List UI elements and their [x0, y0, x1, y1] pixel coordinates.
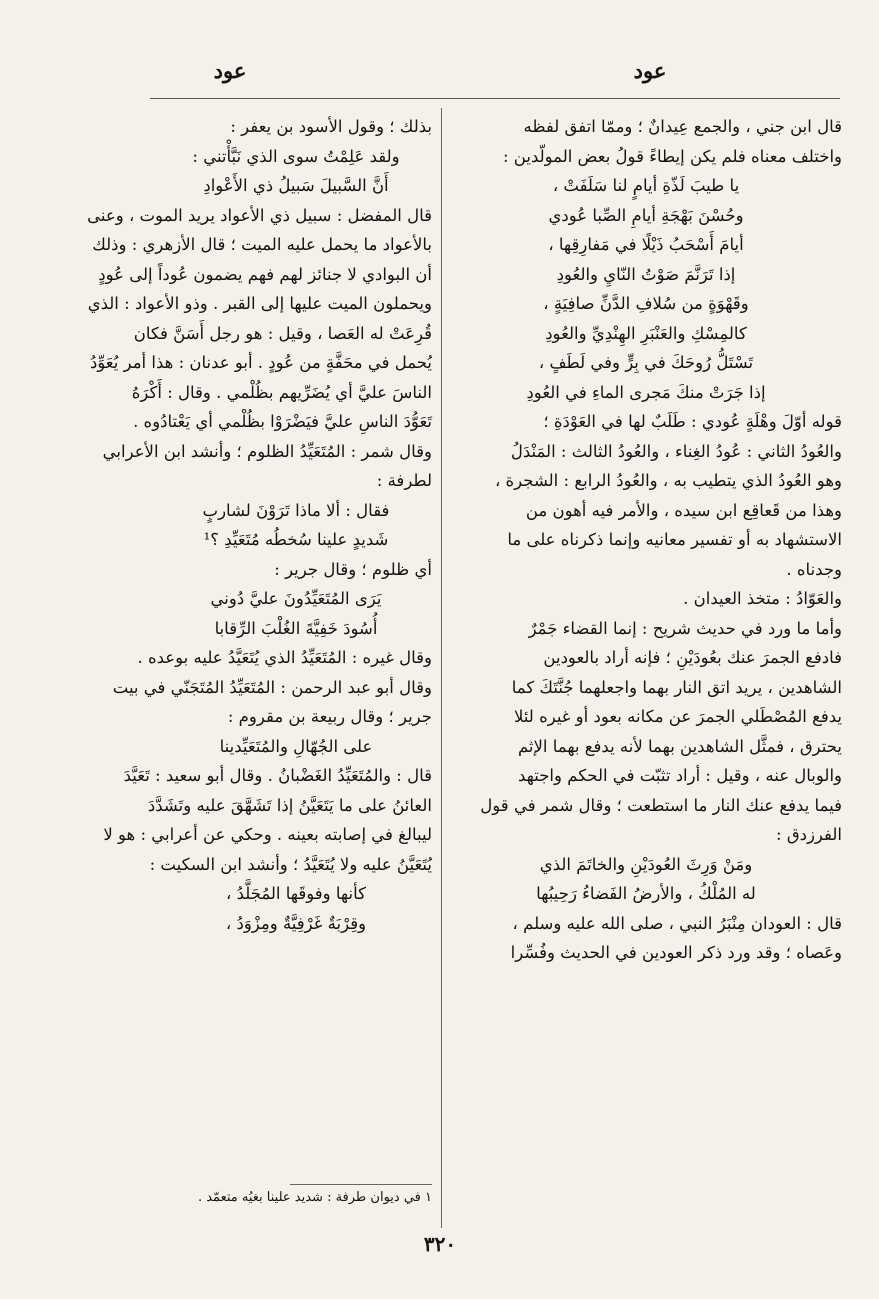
text-line: بالأعواد ما يحمل عليه الميت ؛ قال الأزهري : وذلك	[92, 235, 432, 254]
text-line: يُتَعَيَّنُ عليه ولا يُتَعَيَّدُ ؛ وأنشد ابن السكيت :	[149, 854, 432, 874]
verse-line: ومَنْ وَرِثَ العُودَيْنِ والخاتَمَ الذي	[539, 854, 753, 874]
left-column	[87, 112, 432, 938]
verse-line: يَرَى المُتَعَيِّدُونَ عليَّ دُوني	[210, 589, 382, 608]
verse-line: كالمِسْكِ والعَنْبَرِ الهِنْدِيِّ والعُودِ	[545, 323, 747, 343]
text-line: الشاهدين ، يريد اتق النار بهما واجعلهما جُنَّتَكَ كما	[511, 677, 842, 697]
text-line: قوله أوّلَ وهْلَةٍ عُودي : طَلَبٌ لها في العَوْدَةِ ؛	[543, 412, 842, 431]
text-line: الناسَ عليَّ أي يُضَرِّيهم بظُلْمي . وقال : أَكْرَهُ	[131, 382, 432, 402]
text-line: تَعَوُّدَ الناسِ عليَّ فيَضْرَوْا بظُلْمي أي يَعْتادُوه .	[133, 412, 432, 431]
text-line: ليبالغ في إصابته بعينه . وحكي عن أعرابي : هو لا	[103, 825, 432, 844]
verse-line: على الجُهّالِ والمُتَعَيِّدينا	[219, 736, 373, 756]
verse-line: ولقد عَلِمْتُ سوى الذي نَبَّأْتني :	[192, 146, 400, 166]
text-line: قال : العودان مِنْبَرُ النبي ، صلى الله عليه وسلم ،	[512, 913, 842, 933]
text-line: وهو العُودُ الذي يتطيب به ، والعُودُ الرابع : الشجرة ،	[494, 471, 842, 490]
header-rule	[150, 98, 840, 99]
text-line: الفرزدق :	[776, 825, 842, 844]
verse-line: أُسُودَ خَفِيَّةَ الغُلْبَ الرِّقابا	[214, 618, 378, 638]
verse-line: وقَهْوَةٍ من سُلافِ الدَّنِّ صافِيَةٍ ،	[543, 294, 749, 313]
header-keyword-right: عود	[633, 58, 667, 83]
text-line: وقال غيره : المُتَعَيِّدُ الذي يُتَعَيَّدُ عليه بوعده .	[137, 648, 432, 667]
text-line: قال ابن جني ، والجمع عِيدانٌ ؛ وممّا اتفق لفظه	[523, 117, 842, 136]
verse-line: إذا جَرَتْ منكَ مَجرى الماءِ في العُودِ	[526, 382, 766, 402]
text-line: قال المفضل : سبيل ذي الأعواد يريد الموت ، وعنى	[87, 205, 432, 225]
verse-line: فقال : ألا ماذا تَرَوْنَ لشاربٍ	[202, 500, 390, 520]
right-column	[450, 112, 842, 968]
text-line: أن البوادي لا جنائز لهم فهم يضمون عُوداً إلى عُودٍ	[98, 264, 432, 284]
text-line: وقال شمر : المُتَعَيِّدُ الظلوم ؛ وأنشد ابن الأعرابي	[102, 441, 432, 461]
verse-line: يا طيبَ لَذّةِ أيامٍ لنا سَلَفَتْ ،	[552, 176, 740, 195]
column-divider	[441, 108, 442, 1228]
text-line: وجدناه .	[786, 559, 842, 579]
text-line: وعَصاه ؛ وقد ورد ذكر العودين في الحديث وفُسِّرا	[510, 943, 842, 962]
text-line: بذلك ؛ وقول الأسود بن يعفر :	[230, 117, 432, 136]
text-line: جرير ؛ وقال ربيعة بن مقروم :	[227, 707, 432, 726]
text-line: يُحمل في محَفَّةٍ من عُودٍ . أبو عدنان : هذا أمر يُعَوِّدُ	[89, 353, 432, 372]
verse-line: كأنها وفوقَها المُجَلَّدُ ،	[226, 884, 366, 903]
text-line: وقال أبو عبد الرحمن : المُتَعَيِّدُ المُتَجَنّي في بيت	[112, 677, 432, 697]
verse-line: وقِرْبَةٌ غَرْفِيَّةٌ ومِزْوَدُ ،	[225, 913, 367, 933]
text-line: العائنُ على ما يَتَعَيَّنُ إذا تَشَهَّقَ عليه وتَشَدَّدَ	[147, 795, 432, 815]
verse-line: شَديدٍ علينا سُخطُه مُتَعَيِّدِ ؟¹	[203, 530, 389, 549]
verse-line: إذا تَرَنَّمَ صَوْتُ النّايِ والعُودِ	[556, 264, 736, 284]
text-line: فادفع الجمرَ عنك بعُودَيْنِ ؛ فإنه أراد بالعودين	[543, 648, 842, 667]
verse-line: له المُلْكُ ، والأرضُ الفَضاءُ رَحِيبُها	[536, 884, 756, 903]
verse-line: وحُسْنَ بَهْجَةِ أيامِ الصِّبا عُودي	[548, 205, 744, 225]
verse-line: أَنَّ السَّبيلَ سَبيلُ ذي الأَعْوادِ	[203, 176, 389, 195]
footnote-rule	[290, 1184, 432, 1185]
text-line: أي ظلوم ؛ وقال جرير :	[274, 559, 432, 579]
text-line: والعُودُ الثاني : عُودُ الغِناء ، والعُودُ الثالث : المَنْدَلُ	[510, 441, 842, 461]
text-line: يدفع المُصْطَلي الجمرَ عن مكانه بعود أو غيره لئلا	[513, 707, 842, 726]
text-line: والوبال عنه ، وقيل : أراد تثبّت في الحكم واجتهد	[517, 766, 842, 785]
verse-line: تَسْتَلُّ رُوحَكَ في بِرٍّ وفي لَطَفٍ ،	[538, 353, 754, 372]
footnote: ١ في ديوان طرفة : شديد علينا بغيُه متعمّد .	[197, 1190, 432, 1205]
text-line: وأما ما ورد في حديث شريح : إنما القضاء جَمْرٌ	[528, 618, 842, 638]
text-line: فيما يدفع عنك النار ما استطعت ؛ وقال شمر في قول	[480, 795, 842, 815]
text-line: وهذا من قَعاقِع ابن سيده ، والأمر فيه أهون من	[525, 500, 842, 520]
verse-line: أيامَ أَسْحَبُ ذَيْلًا في مَفارِقِها ،	[548, 235, 744, 254]
header-keyword-left: عود	[213, 58, 247, 83]
text-line: واختلف معناه فلم يكن إيطاءً قولُ بعض المولّدين :	[502, 146, 842, 166]
text-line: ويحملون الميت عليها إلى القبر . وذو الأعواد : الذي	[87, 294, 432, 313]
text-line: لطرفة :	[376, 471, 432, 490]
text-line: الاستشهاد به أو تفسير معانيه وإنما ذكرناه على ما	[507, 530, 842, 549]
page-number: ٣٢٠	[423, 1232, 457, 1256]
text-line: قال : والمُتَعَيِّدُ الغَضْبانُ . وقال أبو سعيد : تَعَيَّدَ	[123, 766, 432, 785]
text-line: قُرِعَتْ له العَصا ، وقيل : هو رجل أَسَنَّ فكان	[133, 323, 432, 343]
text-line: يحترق ، فمثَّل الشاهدين بهما لأنه يدفع بهما الإثم	[517, 736, 842, 756]
text-line: والعَوّادُ : متخذ العيدان .	[683, 589, 842, 608]
